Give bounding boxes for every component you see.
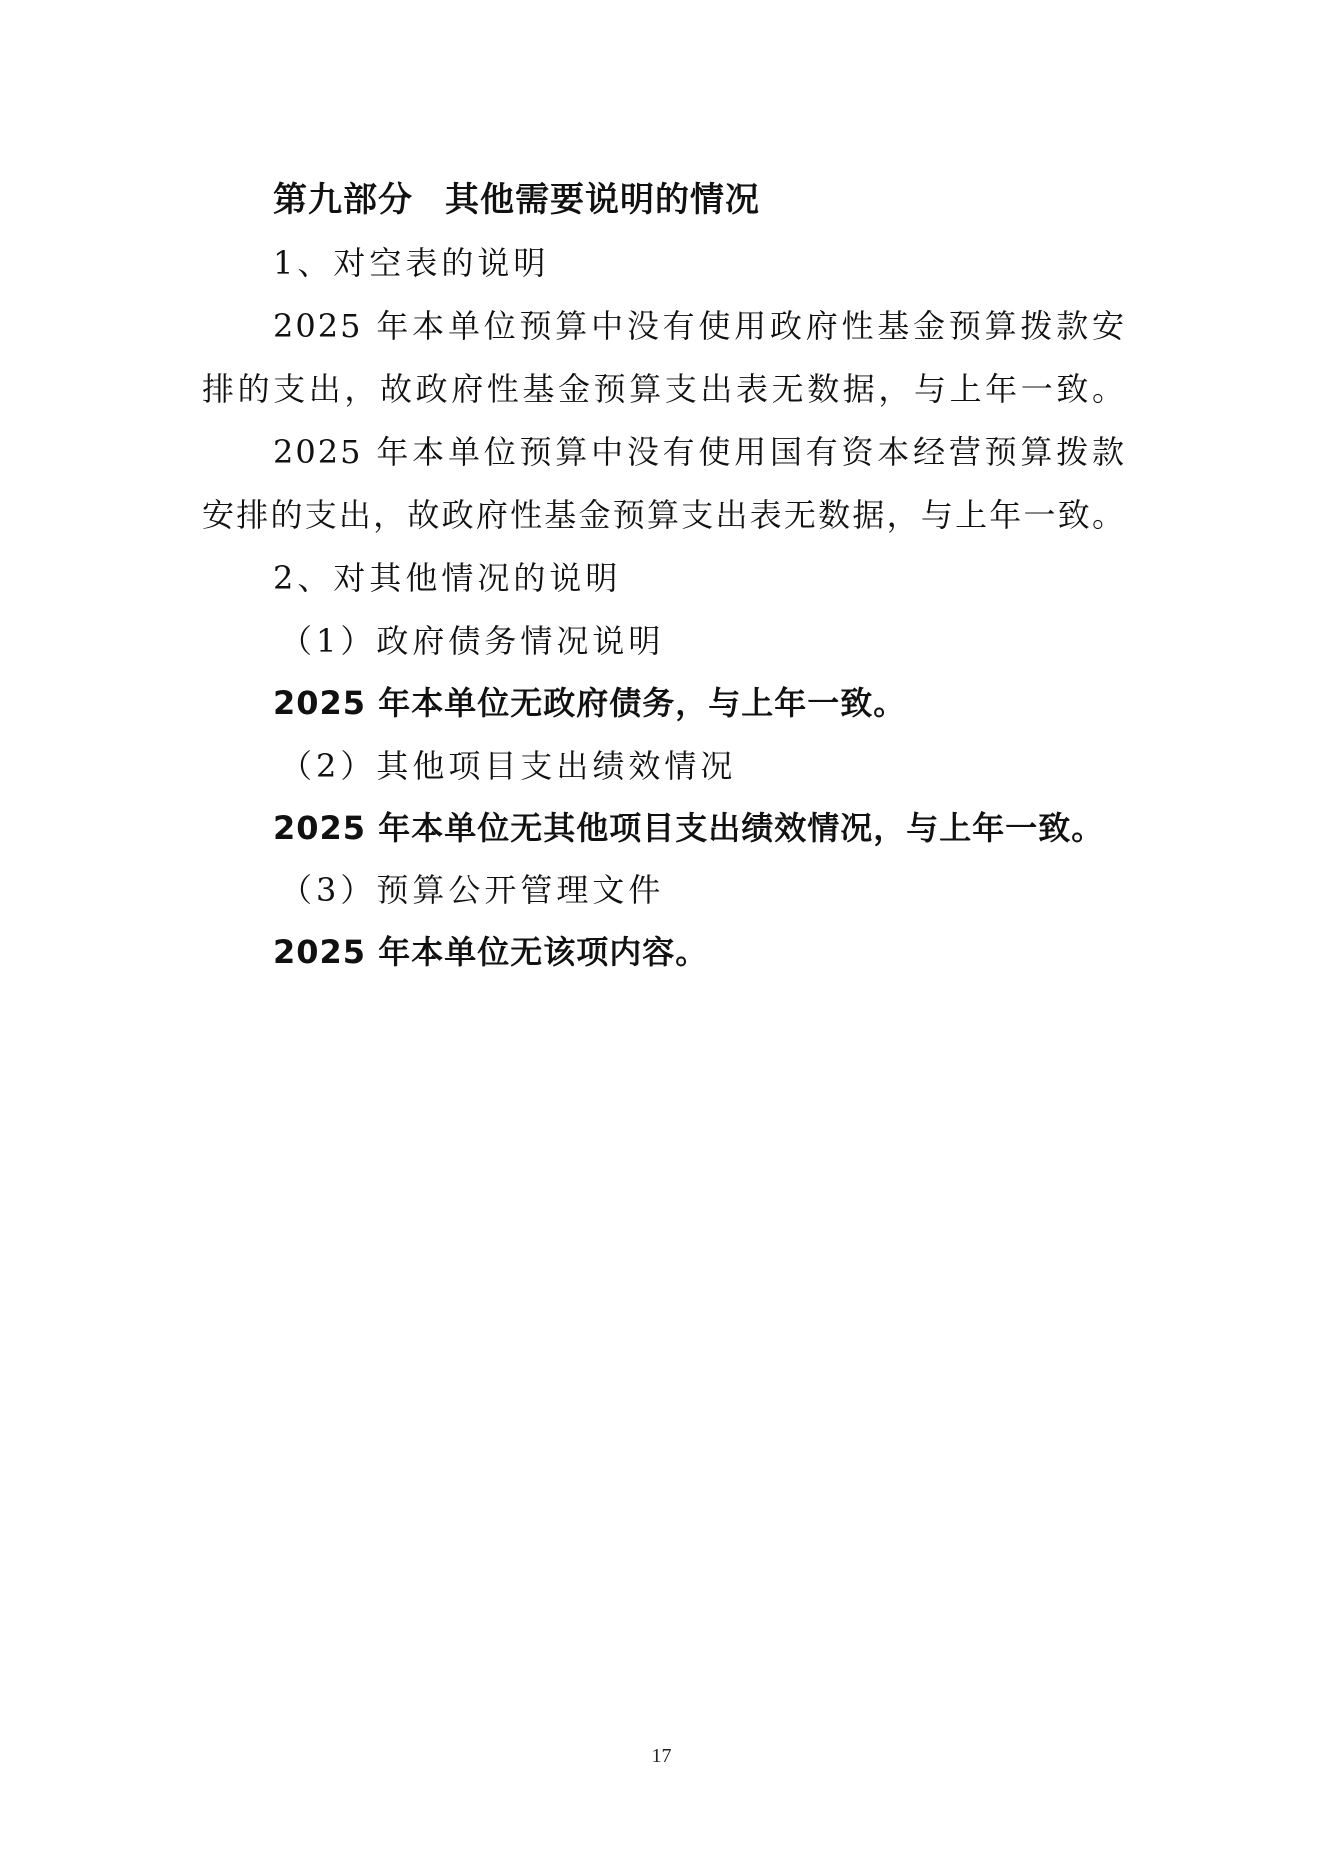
debt-text: 2025 年本单位无政府债务，与上年一致。 xyxy=(273,684,907,722)
disclosure-text: 2025 年本单位无该项内容。 xyxy=(273,933,709,971)
disclosure-heading: （3）预算公开管理文件 xyxy=(280,871,665,909)
section-title: 其他需要说明的情况 xyxy=(445,180,760,220)
gov-fund-paragraph-line-1: 2025 年本单位预算中没有使用政府性基金预算拨款安 xyxy=(273,307,1126,345)
page-number: 17 xyxy=(651,1745,672,1767)
performance-text: 2025 年本单位无其他项目支出绩效情况，与上年一致。 xyxy=(273,809,1105,847)
empty-tables-heading: 1、对空表的说明 xyxy=(273,244,550,282)
other-situations-heading: 2、对其他情况的说明 xyxy=(273,559,622,597)
section-heading xyxy=(273,180,760,220)
section-part: 第九部分 xyxy=(273,180,413,220)
performance-heading: （2）其他项目支出绩效情况 xyxy=(280,747,737,785)
gov-fund-paragraph-line-2: 排的支出，故政府性基金预算支出表无数据，与上年一致。 xyxy=(202,370,1126,408)
state-capital-paragraph-line-2: 安排的支出，故政府性基金预算支出表无数据，与上年一致。 xyxy=(202,496,1126,534)
debt-heading: （1）政府债务情况说明 xyxy=(280,622,665,660)
state-capital-paragraph-line-1: 2025 年本单位预算中没有使用国有资本经营预算拨款 xyxy=(273,433,1126,471)
